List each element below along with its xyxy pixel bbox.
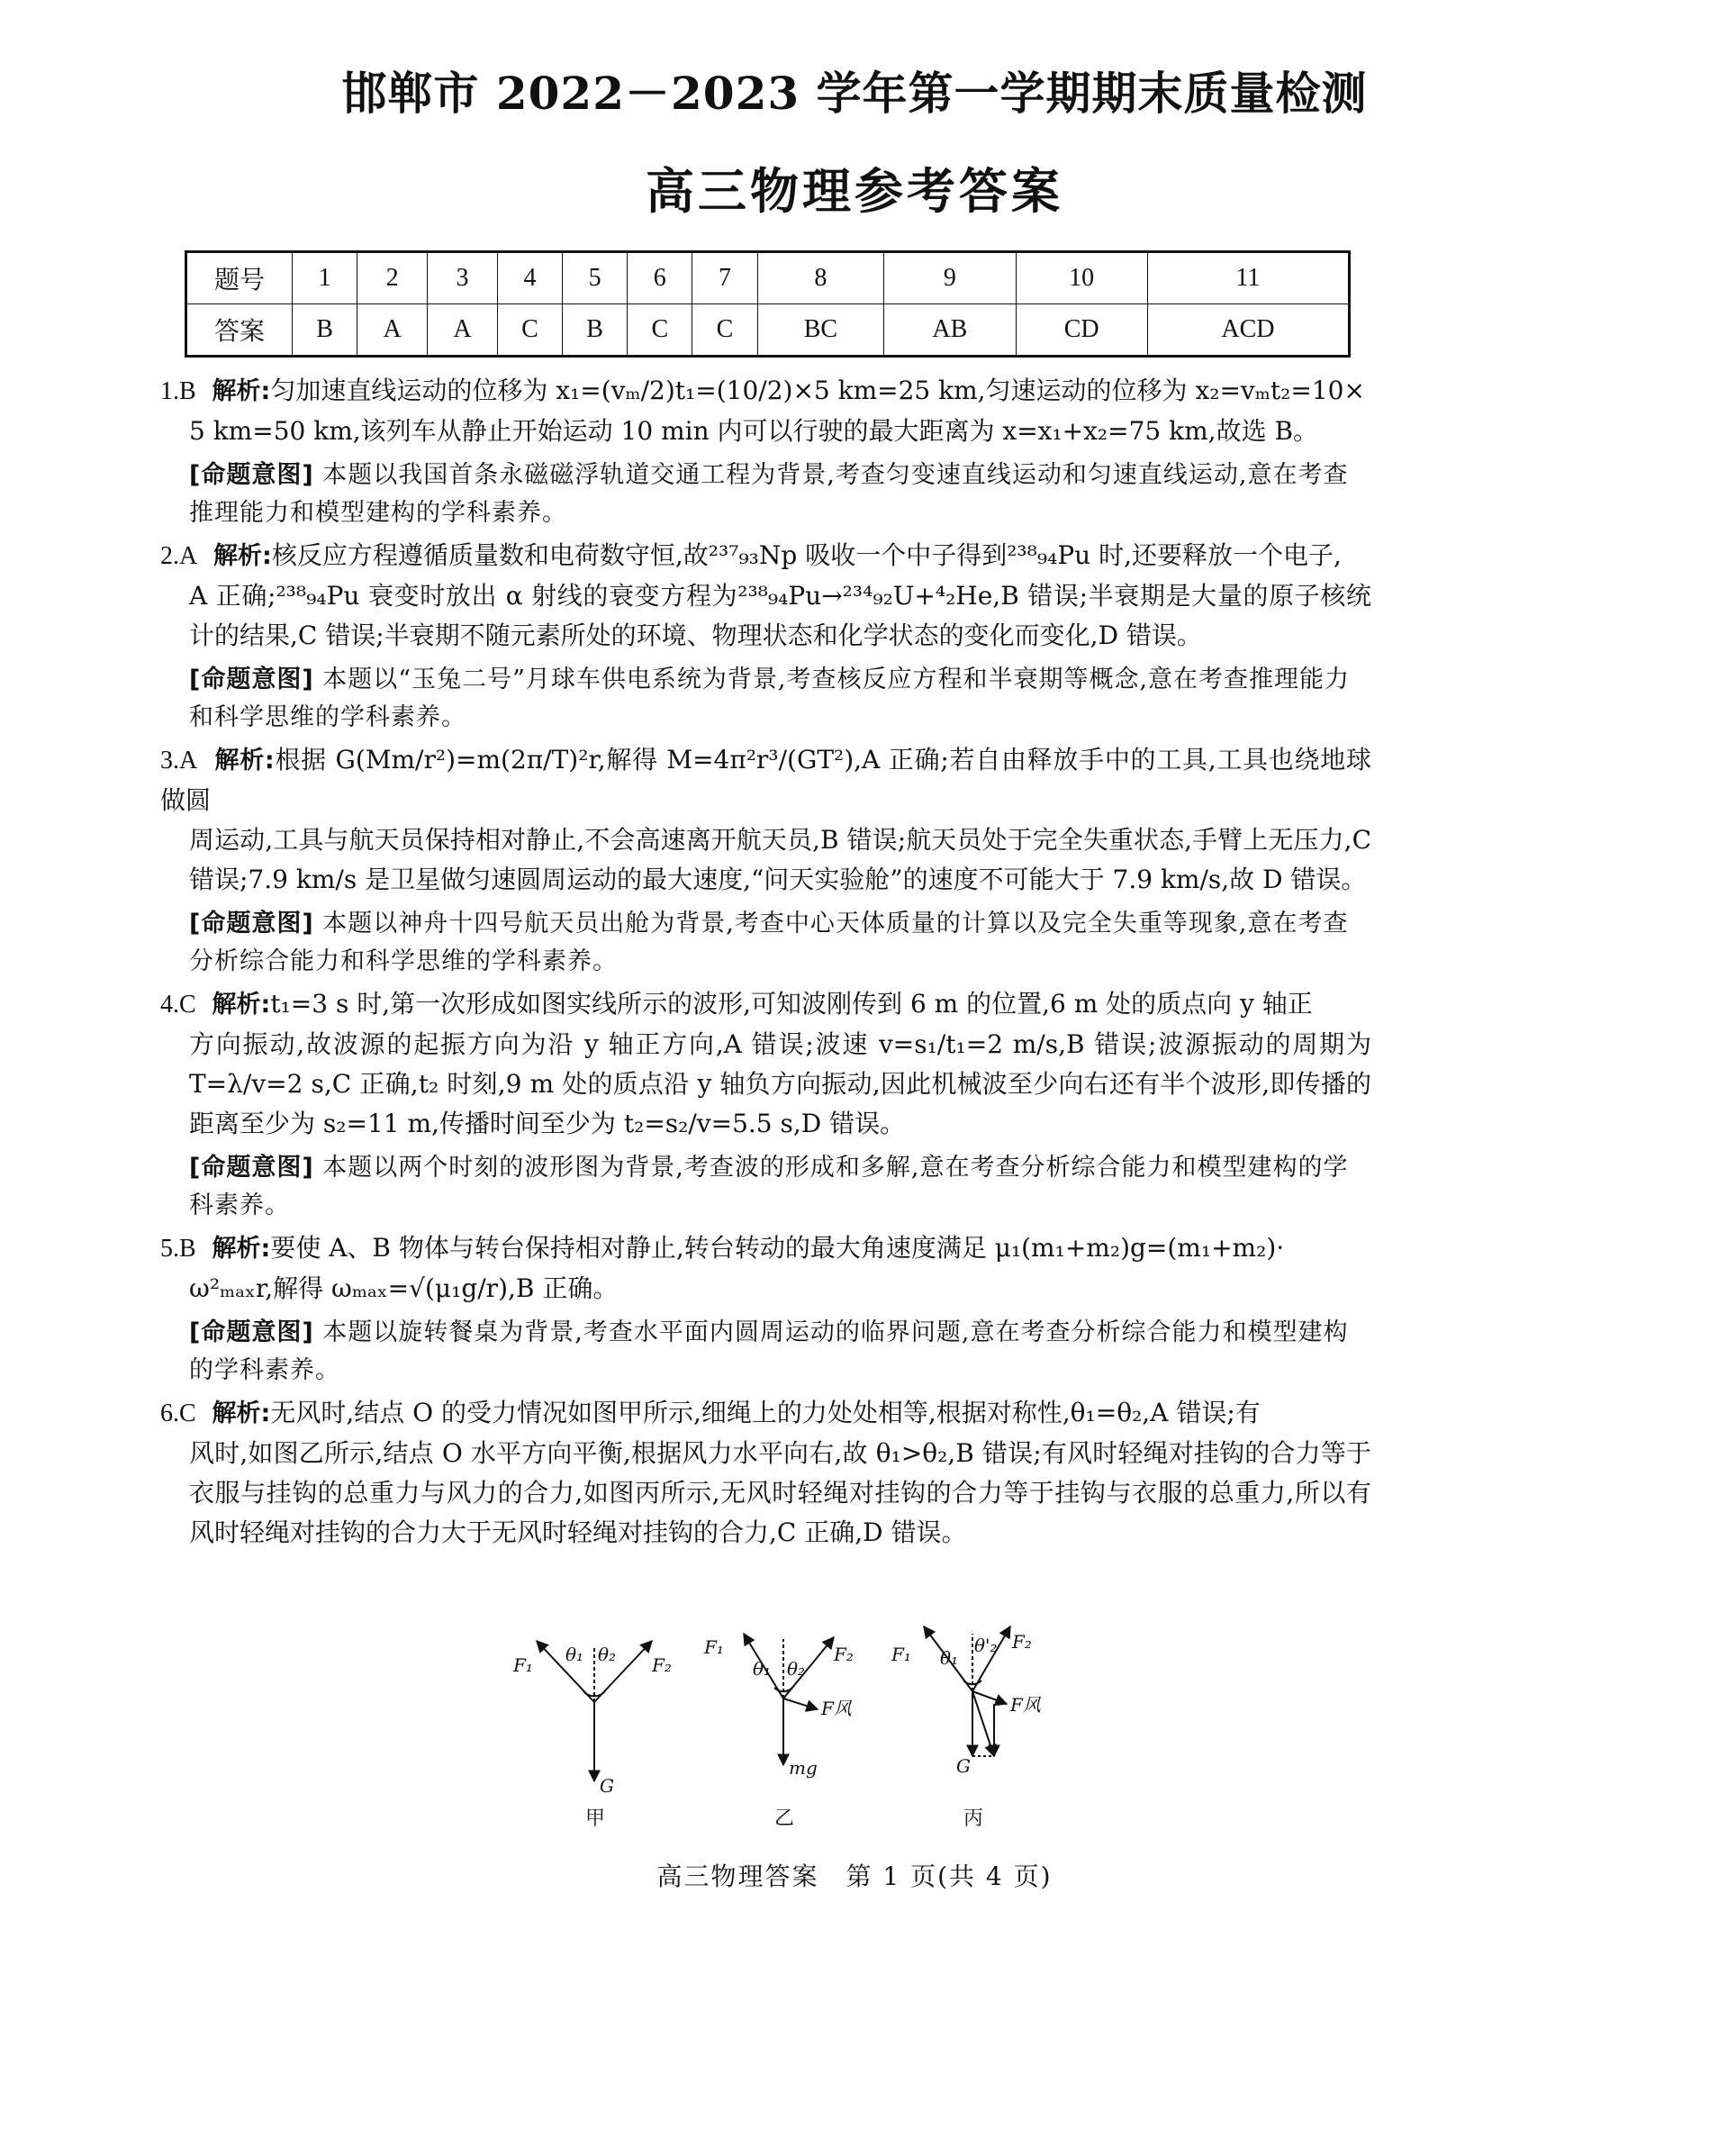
question-intent — [160, 905, 1371, 981]
caption-bing: 丙 — [963, 1807, 984, 1830]
analysis-text: 根据 G(Mm/r²)=m(2π/T)²r,解得 M=4π²r³/(GT²),A 正确;若自由释放手中的工具,工具也绕地球做圆 — [160, 745, 1371, 815]
label-theta2: θ₂ — [598, 1644, 617, 1665]
label-g: G — [956, 1755, 971, 1777]
label-theta2: θ₂ — [787, 1658, 806, 1680]
question-number-cell: 6 — [628, 252, 692, 304]
question-number-cell: 7 — [692, 252, 757, 304]
row-header-answer: 答案 — [186, 304, 293, 357]
label-theta1: θ₁ — [753, 1658, 772, 1680]
analysis-label: 解析: — [212, 1400, 271, 1427]
question-explanation — [160, 1393, 1371, 1553]
analysis-text: t₁=3 s 时,第一次形成如图实线所示的波形,可知波刚传到 6 m 的位置,6 m 处的质点向 y 轴正 — [270, 989, 1313, 1019]
answer-table-number-row — [186, 252, 1350, 304]
analysis-text-cont: A 正确;²³⁸₉₄Pu 衰变时放出 α 射线的衰变方程为²³⁸₉₄Pu→²³⁴₉₂U+⁴₂He,B 错误;半衰期是大量的原子核统计的结果,C 错误;半衰期不随元素所处的环境、物理状态和化学状态的变化而变化,D 错误。 — [189, 581, 1371, 650]
answer-table-answer-row — [186, 304, 1350, 357]
answer-cell: BC — [757, 304, 884, 357]
row-header-number: 题号 — [186, 252, 293, 304]
label-f1: F₁ — [704, 1636, 724, 1658]
answer-cell: A — [357, 304, 428, 357]
answer-explanations — [160, 371, 1371, 1558]
answer-cell: C — [692, 304, 757, 357]
intent-label: [命题意图] — [189, 666, 314, 693]
intent-label: [命题意图] — [189, 910, 314, 938]
analysis-text-cont: ω²ₘₐₓr,解得 ωₘₐₓ=√(μ₁g/r),B 正确。 — [189, 1273, 619, 1303]
analysis-text: 核反应方程遵循质量数和电荷数守恒,故²³⁷₉₃Np 吸收一个中子得到²³⁸₉₄Pu 时,还要释放一个电子, — [271, 540, 1342, 570]
answer-cell: C — [628, 304, 692, 357]
label-f2: F₂ — [1012, 1631, 1032, 1653]
document-title: 邯郸市 2022－2023 学年第一学期期末质量检测 — [341, 67, 1368, 120]
intent-text: 本题以我国首条永磁磁浮轨道交通工程为背景,考查匀变速直线运动和匀速直线运动,意在考查推理能力和模型建构的学科素养。 — [189, 461, 1349, 527]
answer-cell: C — [497, 304, 562, 357]
analysis-label: 解析: — [212, 991, 271, 1019]
diagram-jia — [537, 1641, 652, 1781]
answer-cell: ACD — [1147, 304, 1349, 357]
diagram-yi — [744, 1634, 834, 1765]
analysis-text: 要使 A、B 物体与转台保持相对静止,转台转动的最大角速度满足 μ₁(m₁+m₂)g=(m₁+m₂)· — [270, 1233, 1285, 1263]
question-number: 4.C — [160, 991, 196, 1019]
question-number: 5.B — [160, 1235, 196, 1263]
question-number-cell: 1 — [293, 252, 357, 304]
label-wind-force: F风 — [1010, 1694, 1041, 1716]
label-mg: mg — [789, 1757, 818, 1779]
question-explanation — [160, 536, 1371, 656]
force-diagrams — [504, 1621, 1207, 1837]
analysis-text-cont: 风时,如图乙所示,结点 O 水平方向平衡,根据风力水平向右,故 θ₁>θ₂,B 错误;有风时轻绳对挂钩的合力等于衣服与挂钩的总重力与风力的合力,如图丙所示,无风时轻绳对挂钩的合力等于挂钩与衣服的总重力,所以有风时轻绳对挂钩的合力大于无风时轻绳对挂钩的合力,C 正确,D 错误。 — [189, 1438, 1371, 1547]
answer-cell: B — [563, 304, 628, 357]
question-number: 2.A — [160, 542, 198, 570]
intent-text: 本题以“玉兔二号”月球车供电系统为背景,考查核反应方程和半衰期等概念,意在考查推理能力和科学思维的学科素养。 — [189, 666, 1351, 731]
force-diagram-svg — [504, 1621, 1207, 1837]
question-number: 1.B — [160, 377, 196, 405]
question-number-cell: 2 — [357, 252, 428, 304]
intent-label: [命题意图] — [189, 1154, 314, 1182]
intent-text: 本题以两个时刻的波形图为背景,考查波的形成和多解,意在考查分析综合能力和模型建构的学科素养。 — [189, 1154, 1349, 1219]
answer-table — [185, 250, 1351, 358]
analysis-text: 无风时,结点 O 的受力情况如图甲所示,细绳上的力处处相等,根据对称性,θ₁=θ₂,A 错误;有 — [270, 1398, 1261, 1427]
caption-yi: 乙 — [774, 1807, 795, 1830]
label-f2: F₂ — [834, 1644, 854, 1665]
analysis-label: 解析: — [212, 1235, 271, 1263]
label-theta1: θ₁ — [565, 1644, 584, 1665]
answer-cell: AB — [884, 304, 1016, 357]
label-wind-force: F风 — [821, 1698, 852, 1719]
question-explanation — [160, 1228, 1371, 1309]
answer-cell: B — [293, 304, 357, 357]
label-theta2-prime: θ'₂ — [974, 1635, 998, 1656]
question-number-cell: 9 — [884, 252, 1016, 304]
question-explanation — [160, 984, 1371, 1144]
intent-label: [命题意图] — [189, 1318, 314, 1346]
answer-cell: A — [428, 304, 498, 357]
intent-label: [命题意图] — [189, 461, 314, 489]
analysis-text-cont: 方向振动,故波源的起振方向为沿 y 轴正方向,A 错误;波速 v=s₁/t₁=2 m/s,B 错误;波源振动的周期为 T=λ/v=2 s,C 正确,t₂ 时刻,9 m 处的质点沿 y 轴负方向振动,因此机械波至少向右还有半个波形,即传播的距离至少为 s₂=11 m,传播时间至少为 t₂=s₂/v=5.5 s,D 错误。 — [189, 1029, 1371, 1138]
page-footer: 高三物理答案 第 1 页(共 4 页) — [656, 1862, 1053, 1891]
question-intent — [160, 457, 1371, 532]
intent-text: 本题以神舟十四号航天员出舱为背景,考查中心天体质量的计算以及完全失重等现象,意在考查分析综合能力和科学思维的学科素养。 — [189, 910, 1349, 975]
question-intent — [160, 661, 1371, 737]
analysis-label: 解析: — [213, 542, 272, 570]
question-explanation — [160, 371, 1371, 451]
label-theta1: θ₁ — [940, 1647, 959, 1669]
label-f1: F₁ — [891, 1644, 911, 1665]
question-number-cell: 11 — [1147, 252, 1349, 304]
document-subtitle: 高三物理参考答案 — [646, 162, 1063, 220]
question-number: 3.A — [160, 747, 198, 775]
label-f1: F₁ — [513, 1654, 533, 1676]
question-intent — [160, 1149, 1371, 1225]
caption-jia: 甲 — [585, 1807, 606, 1830]
analysis-text-cont: 周运动,工具与航天员保持相对静止,不会高速离开航天员,B 错误;航天员处于完全失重状态,手臂上无压力,C 错误;7.9 km/s 是卫星做匀速圆周运动的最大速度,“问天实验舱”的速度不可能大于 7.9 km/s,故 D 错误。 — [189, 825, 1371, 894]
label-f2: F₂ — [652, 1654, 672, 1676]
diagram-bing — [924, 1626, 1010, 1756]
question-number-cell: 10 — [1016, 252, 1147, 304]
answer-cell: CD — [1016, 304, 1147, 357]
question-number-cell: 3 — [428, 252, 498, 304]
analysis-text-cont: 5 km=50 km,该列车从静止开始运动 10 min 内可以行驶的最大距离为 x=x₁+x₂=75 km,故选 B。 — [189, 416, 1319, 446]
analysis-label: 解析: — [212, 377, 271, 405]
question-number-cell: 5 — [563, 252, 628, 304]
question-explanation — [160, 740, 1371, 900]
intent-text: 本题以旋转餐桌为背景,考查水平面内圆周运动的临界问题,意在考查分析综合能力和模型建构的学科素养。 — [189, 1318, 1349, 1384]
question-number-cell: 8 — [757, 252, 884, 304]
question-intent — [160, 1314, 1371, 1390]
question-number: 6.C — [160, 1400, 196, 1427]
analysis-label: 解析: — [214, 747, 275, 775]
label-g: G — [600, 1775, 614, 1797]
question-number-cell: 4 — [497, 252, 562, 304]
analysis-text: 匀加速直线运动的位移为 x₁=(vₘ/2)t₁=(10/2)×5 km=25 km,匀速运动的位移为 x₂=vₘt₂=10× — [270, 376, 1365, 405]
